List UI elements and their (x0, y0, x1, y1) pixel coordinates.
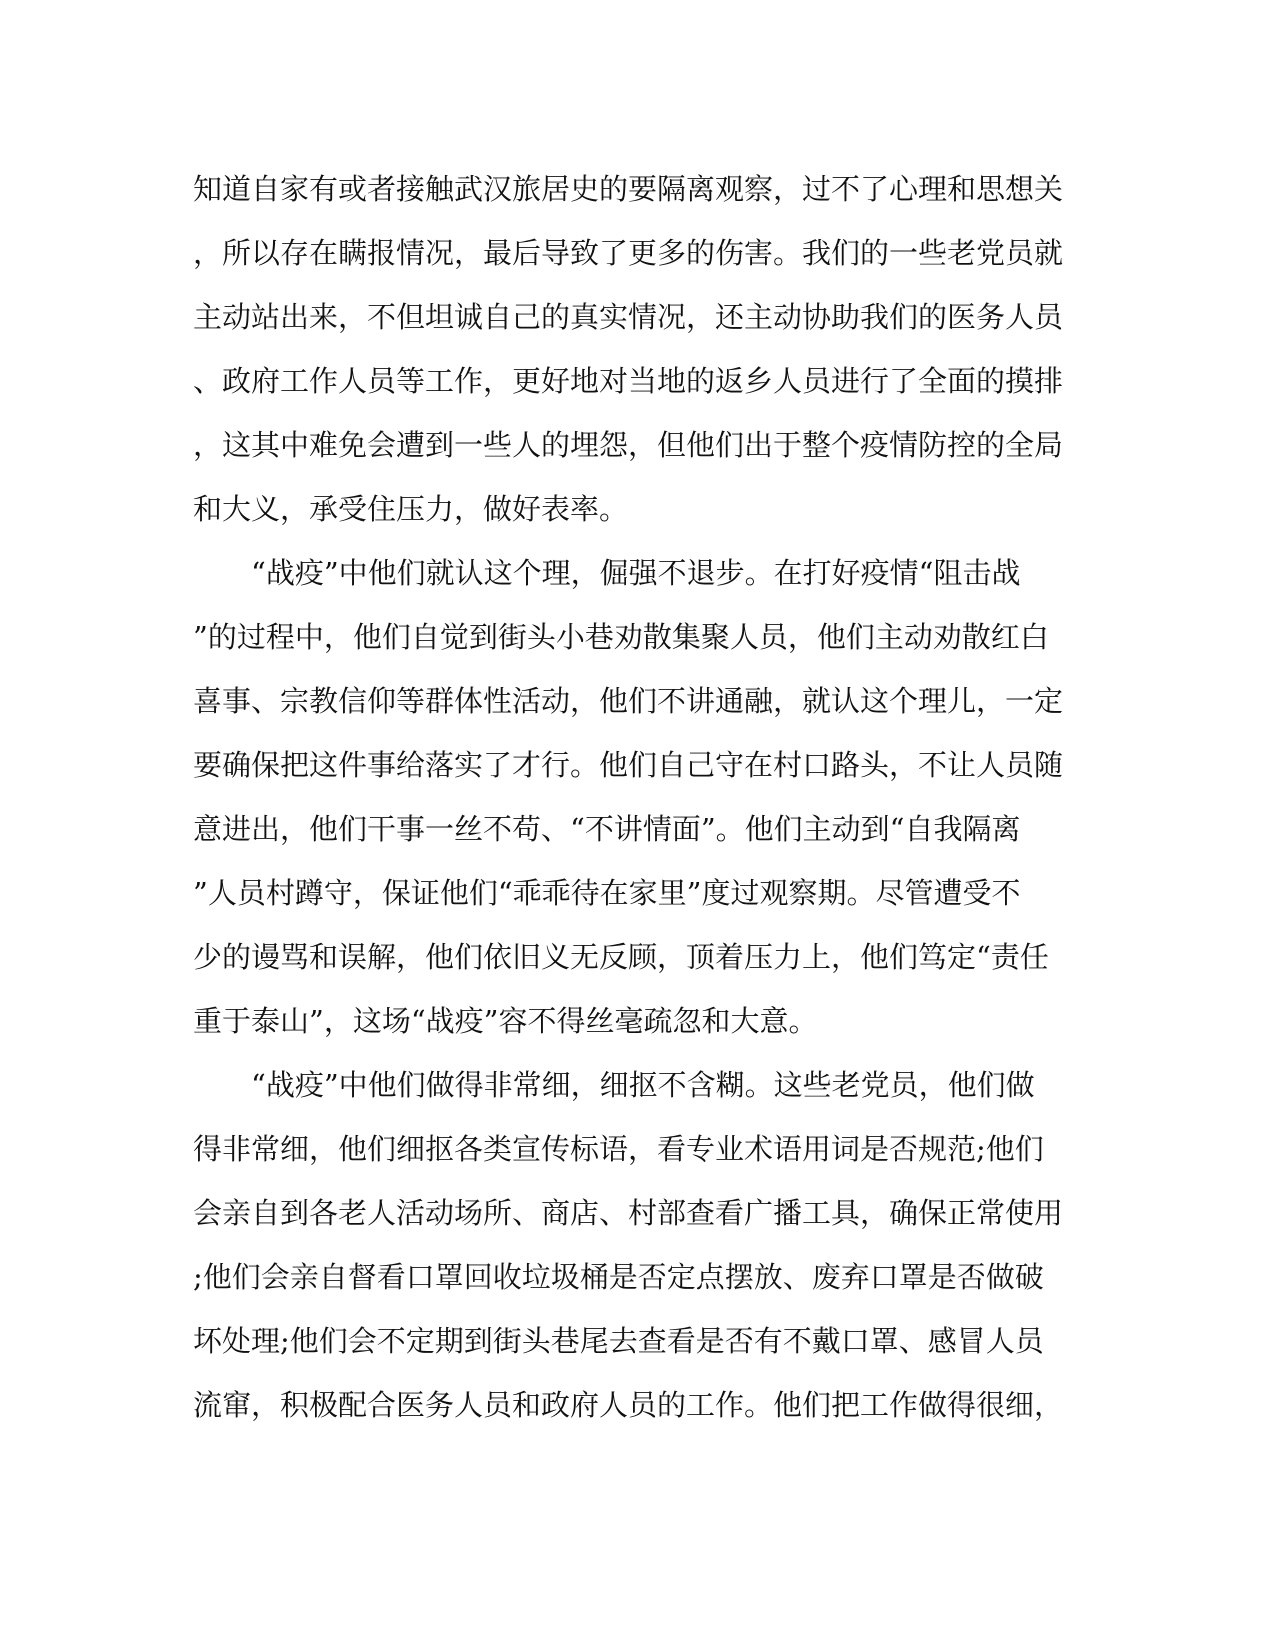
text-line: 主动站出来，不但坦诚自己的真实情况，还主动协助我们的医务人员 (193, 300, 1064, 334)
text-line: ”的过程中，他们自觉到街头小巷劝散集聚人员，他们主动劝散红白 (193, 620, 1049, 654)
text-line: 要确保把这件事给落实了才行。他们自己守在村口路头，不让人员随 (193, 748, 1064, 782)
paragraph-start-line: “战疫”中他们就认这个理，倔强不退步。在打好疫情“阻击战 (251, 556, 1021, 590)
text-line: ，所以存在瞒报情况，最后导致了更多的伤害。我们的一些老党员就 (193, 236, 1064, 270)
text-line: 流窜，积极配合医务人员和政府人员的工作。他们把工作做得很细， (193, 1388, 1064, 1422)
body-text (193, 157, 1073, 1437)
paragraph-start-line: “战疫”中他们做得非常细，细抠不含糊。这些老党员，他们做 (251, 1068, 1035, 1102)
text-line: 重于泰山”，这场“战疫”容不得丝毫疏忽和大意。 (193, 1004, 818, 1038)
text-line: ”人员村蹲守，保证他们“乖乖待在家里”度过观察期。尽管遭受不 (193, 876, 1021, 910)
text-line: 和大义，承受住压力，做好表率。 (193, 492, 629, 526)
text-line: ;他们会亲自督看口罩回收垃圾桶是否定点摆放、废弃口罩是否做破 (193, 1260, 1044, 1294)
text-line: 得非常细，他们细抠各类宣传标语，看专业术语用词是否规范;他们 (193, 1132, 1044, 1166)
text-line: 意进出，他们干事一丝不苟、“不讲情面”。他们主动到“自我隔离 (193, 812, 1021, 846)
text-line: 少的谩骂和误解，他们依旧义无反顾，顶着压力上，他们笃定“责任 (193, 940, 1049, 974)
text-line: 喜事、宗教信仰等群体性活动，他们不讲通融，就认这个理儿，一定 (193, 684, 1064, 718)
text-line: 知道自家有或者接触武汉旅居史的要隔离观察，过不了心理和思想关 (193, 172, 1064, 206)
text-line: 、政府工作人员等工作，更好地对当地的返乡人员进行了全面的摸排 (193, 364, 1064, 398)
text-line: 坏处理;他们会不定期到街头巷尾去查看是否有不戴口罩、感冒人员 (193, 1324, 1044, 1358)
text-line: 会亲自到各老人活动场所、商店、村部查看广播工具，确保正常使用 (193, 1196, 1064, 1230)
text-line: ，这其中难免会遭到一些人的埋怨，但他们出于整个疫情防控的全局 (193, 428, 1064, 462)
